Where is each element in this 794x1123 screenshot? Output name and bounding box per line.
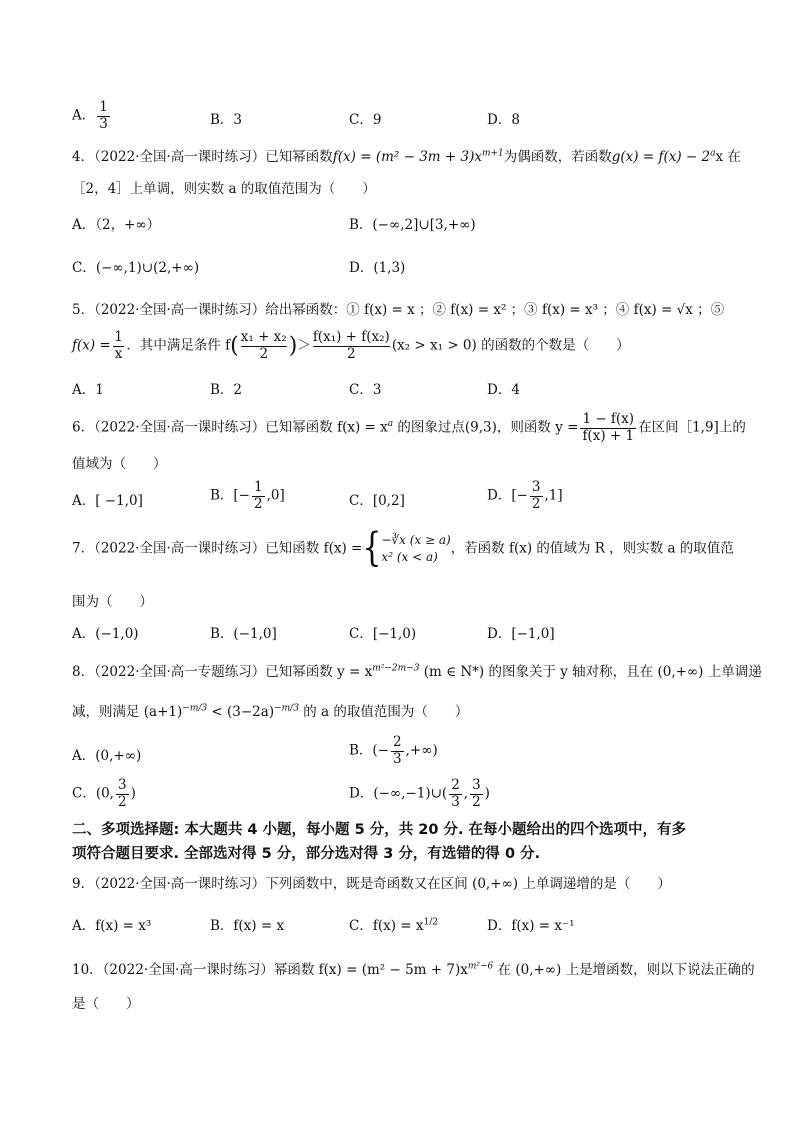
q4-exp: m+1 xyxy=(481,148,504,159)
numerator: 1 xyxy=(99,99,108,115)
q7-option-d: D．[−1,0] xyxy=(487,626,555,642)
q4-tail: x 在 xyxy=(715,149,741,165)
q5-option-c: C．3 xyxy=(349,382,382,398)
denominator: x xyxy=(114,345,123,362)
q3-option-c: C．9 xyxy=(349,112,382,128)
denominator: 3 xyxy=(99,115,108,132)
fraction xyxy=(530,480,543,512)
option-post: ,+∞) xyxy=(405,742,438,759)
q8-exp1: −m/3 xyxy=(182,703,208,714)
q8-option-b xyxy=(349,735,438,767)
q6-option-b xyxy=(210,480,285,512)
numerator: 1 xyxy=(114,329,123,345)
fraction xyxy=(313,330,390,362)
q6-c: 在区间［1,9]上的 xyxy=(638,419,746,436)
q7-a: 7．（2022·全国·高一课时练习）已知函数 f(x) = xyxy=(72,540,363,557)
fraction xyxy=(470,778,483,810)
q6-stem-line1 xyxy=(72,412,746,444)
option-post: ,0] xyxy=(266,487,285,504)
q3-option-b: B．3 xyxy=(210,112,243,128)
fraction xyxy=(449,778,462,810)
section-2-heading-line1: 二、多项选择题: 本大题共 4 小题，每小题 5 分，共 20 分. 在每小题给出的四个选项中，有多 xyxy=(72,822,687,838)
greater-than: ＞ xyxy=(297,337,311,354)
q5-option-a: A．1 xyxy=(72,382,104,398)
numerator: 3 xyxy=(531,479,541,495)
q5-stem-line1: 5．（2022·全国·高一课时练习）给出幂函数：① f(x) = x ；② f(x) = x² ；③ f(x) = x³ ；④ f(x) = √x ；⑤ xyxy=(72,302,725,318)
q8-exp2: −m/3 xyxy=(274,703,299,714)
denominator: 2 xyxy=(472,793,481,810)
denominator: 2 xyxy=(254,495,263,512)
q6-option-a: A．[ −1,0] xyxy=(72,493,143,509)
q4-option-a: A．（2，+∞） xyxy=(72,217,161,233)
separator: , xyxy=(463,785,469,802)
q8-a: 8．（2022·全国·高一专题练习）已知幂函数 y = x xyxy=(72,664,373,680)
q6-stem-line2: 值域为（ ） xyxy=(72,456,167,472)
q7-option-c: C．[−1,0) xyxy=(349,626,417,642)
paren: ( xyxy=(230,333,239,359)
q6-option-d xyxy=(487,480,563,512)
q7-b: ，若函数 f(x) 的值域为 R ，则实数 a 的取值范 xyxy=(450,540,734,557)
option-pre: B．(− xyxy=(349,742,389,759)
numerator: x₁ + x₂ xyxy=(240,329,287,345)
case-1: −∛x (x ≥ a) xyxy=(381,533,451,547)
q8-stem-line1 xyxy=(72,660,762,680)
q4-gexp: a xyxy=(710,148,716,159)
piecewise-cases xyxy=(381,532,450,566)
numerator: 1 − f(x) xyxy=(582,411,635,427)
option-pre: C．f(x) = x xyxy=(349,918,424,934)
q4-stem-line1 xyxy=(72,145,741,165)
q3-option-a xyxy=(72,100,112,132)
section-2-heading-line2: 项符合题目要求. 全部选对得 5 分，部分选对得 3 分，有选错的得 0 分. xyxy=(72,846,541,862)
paren: ) xyxy=(288,333,298,359)
q5-option-d: D．4 xyxy=(487,382,520,398)
numerator: 3 xyxy=(117,777,127,793)
q9-option-c xyxy=(349,914,438,934)
numerator: 1 xyxy=(254,479,263,495)
q8-b: (m ∈ N*) 的图象关于 y 轴对称，且在 (0,+∞) 上单调递 xyxy=(419,664,762,680)
numerator: 2 xyxy=(393,734,402,750)
fraction xyxy=(116,778,129,810)
option-post: ) xyxy=(484,785,490,802)
q10-stem-line1 xyxy=(72,958,755,978)
numerator: 3 xyxy=(472,777,481,793)
q4-g: g(x) = f(x) − 2 xyxy=(611,149,711,165)
case-2: x² (x < a) xyxy=(381,550,438,564)
q7-option-b: B．(−1,0] xyxy=(210,626,277,642)
q5-tail: (x₂ > x₁ > 0) 的函数的个数是（ ） xyxy=(391,337,630,354)
q10-a: 10．（2022·全国·高一课时练习）幂函数 f(x) = (m² − 5m + 7)x xyxy=(72,962,468,978)
q5-stem-line2 xyxy=(72,330,630,362)
q8-stem-line2 xyxy=(72,700,468,720)
fraction xyxy=(97,100,110,132)
q9-stem: 9．（2022·全国·高一课时练习）下列函数中，既是奇函数又在区间 (0,+∞) 上单调递增的是（ ） xyxy=(72,876,671,892)
q10-stem-line2: 是（ ） xyxy=(72,996,140,1012)
q8-exp: m²−2m−3 xyxy=(372,663,420,674)
q4-option-d: D．(1,3) xyxy=(349,260,406,276)
brace: { xyxy=(362,525,382,572)
q8-d: < (3−2a) xyxy=(207,704,275,720)
option-pre: D．(−∞,−1)∪( xyxy=(349,785,448,802)
q9-option-a: A．f(x) = x³ xyxy=(72,918,152,934)
q8-option-c xyxy=(72,778,136,810)
q6-b: 的图象过点(9,3)，则函数 y = xyxy=(393,419,579,436)
q8-e: 的 a 的取值范围为（ ） xyxy=(298,704,469,720)
q6-a: 6．（2022·全国·高一课时练习）已知幂函数 f(x) = x xyxy=(72,419,388,436)
fraction xyxy=(580,412,636,444)
q5-option-b: B．2 xyxy=(210,382,243,398)
option-pre: C．(0, xyxy=(72,785,114,802)
denominator: 2 xyxy=(531,495,541,512)
q4-mid: 为偶函数，若函数 xyxy=(503,149,612,165)
option-post: ,1] xyxy=(544,487,563,504)
fraction xyxy=(113,330,125,362)
q4-option-b: B．(−∞,2]∪[3,+∞) xyxy=(349,217,476,233)
option-pre: D．[− xyxy=(487,487,528,504)
fraction xyxy=(391,735,404,767)
fraction xyxy=(241,330,287,362)
q7-stem-line1 xyxy=(72,525,734,572)
q8-option-d xyxy=(349,778,490,810)
q4-func: f(x) = (m² − 3m + 3)x xyxy=(332,149,482,165)
numerator: 2 xyxy=(451,777,460,793)
q4-option-c: C．(−∞,1)∪(2,+∞) xyxy=(72,260,200,276)
denominator: 3 xyxy=(393,750,402,767)
q8-c: 减，则满足 (a+1) xyxy=(72,704,183,720)
q3-option-d: D．8 xyxy=(487,112,520,128)
denominator: 2 xyxy=(241,346,287,363)
denominator: 2 xyxy=(117,793,127,810)
q4-prefix: 4．（2022·全国·高一课时练习）已知幂函数 xyxy=(72,149,333,165)
option-pre: B．[− xyxy=(210,487,250,504)
option-exp: 1/2 xyxy=(423,917,438,928)
numerator: f(x₁) + f(x₂) xyxy=(312,329,390,345)
q10-b: 在 (0,+∞) 上是增函数，则以下说法正确的 xyxy=(493,962,755,978)
option-letter: A． xyxy=(72,107,96,124)
q7-option-a: A．(−1,0) xyxy=(72,626,139,642)
q6-exp: a xyxy=(387,419,394,430)
q5-f: f(x) = xyxy=(72,337,111,354)
q6-option-c: C．[0,2] xyxy=(349,493,405,509)
q10-exp: m²−6 xyxy=(467,961,494,972)
q7-stem-line2: 围为（ ） xyxy=(72,594,153,610)
denominator: 3 xyxy=(451,793,460,810)
option-post: ) xyxy=(130,785,136,802)
q5-cond-label: ．其中满足条件 f xyxy=(126,337,231,354)
q9-option-d: D．f(x) = x⁻¹ xyxy=(487,918,575,934)
q4-stem-line2: ［2，4］上单调，则实数 a 的取值范围为（ ） xyxy=(72,181,376,197)
denominator: 2 xyxy=(313,346,390,363)
q8-option-a: A．(0,+∞) xyxy=(72,748,142,764)
fraction xyxy=(252,480,265,512)
denominator: f(x) + 1 xyxy=(582,427,635,444)
q9-option-b: B．f(x) = x xyxy=(210,918,285,934)
